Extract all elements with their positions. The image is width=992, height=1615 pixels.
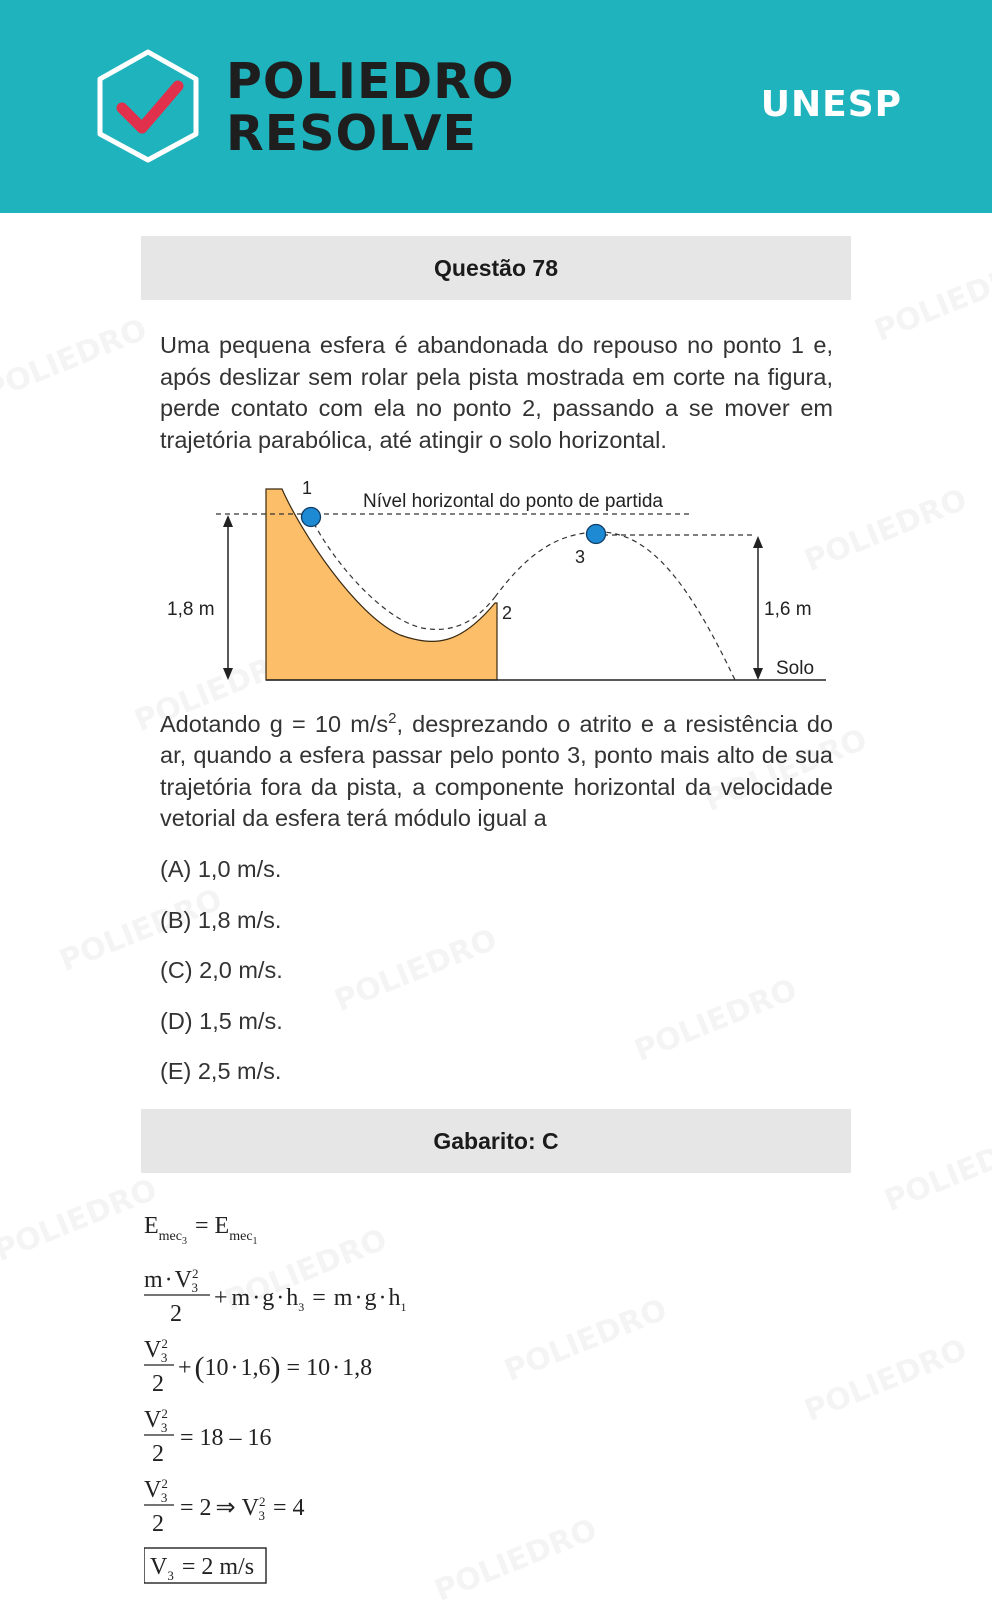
equation-energy-conservation — [144, 1213, 258, 1247]
watermark — [870, 252, 992, 349]
arrowhead-up-icon — [753, 536, 763, 548]
label-height-1-8: 1,8 m — [167, 599, 215, 620]
ball-point-3 — [587, 525, 606, 544]
arrowhead-up-icon — [223, 515, 233, 527]
svg-text:V23: $V^2$ 3 — [144, 1336, 168, 1365]
svg-text:2: 2 — [152, 1441, 164, 1467]
svg-text:=2⇒V23=4: = 2 ⇒ $V^2$ 3 = 4 — [180, 1494, 305, 1523]
watermark — [0, 312, 152, 409]
option-c[interactable]: (C) 2,0 m/s. — [160, 957, 283, 983]
prompt-superscript: 2 — [388, 710, 397, 727]
label-height-1-6: 1,6 m — [764, 599, 812, 620]
prompt-text-end: , desprezando o atrito e a resistência do ar, quando a esfera passar pelo ponto 3, ponto mais alto de sua trajetória fora da pista, a componente horizontal da velocidade vetorial da esfera terá módulo igual a — [160, 710, 833, 832]
answer-key: Gabarito: C — [433, 1127, 559, 1154]
svg-text:=18–16: = 18 – 16 — [180, 1425, 272, 1451]
equation-result-square — [144, 1476, 305, 1537]
label-point-1: 1 — [302, 478, 313, 498]
option-d[interactable]: (D) 1,5 m/s. — [160, 1007, 283, 1034]
watermark — [800, 1332, 972, 1429]
option-b[interactable]: (B) 1,8 m/s. — [160, 906, 282, 933]
svg-text:+(10·1,6)=10·1,8: + (10·1,6) = 10·1,8 — [178, 1351, 373, 1384]
prompt-text-start: Adotando g = 10 m/s — [160, 710, 389, 737]
answer-options — [160, 844, 283, 1097]
hexagon-check-icon — [92, 48, 204, 164]
watermark — [0, 1172, 162, 1269]
svg-text:+m·g·h3=m·g·h1: + $m\cdot g\cdot h_3 = m\cdot g\cdot h_1$ — [214, 1285, 407, 1314]
arrowhead-down-icon — [753, 668, 763, 680]
arrowhead-down-icon — [223, 668, 233, 680]
answer-key-bar — [141, 1109, 851, 1173]
track-shape — [266, 489, 497, 680]
ball-point-1 — [302, 508, 321, 527]
svg-text:2: 2 — [152, 1371, 164, 1397]
option-e[interactable]: (E) 2,5 m/s. — [160, 1058, 282, 1084]
label-start-level: Nível horizontal do ponto de partida — [363, 491, 663, 512]
brand-line-2: RESOLVE — [226, 105, 478, 162]
parabolic-trajectory — [495, 532, 735, 680]
question-title: Questão 78 — [434, 254, 558, 281]
svg-text:V3=2 m/s: $V_3 = 2$ m/s — [150, 1554, 255, 1583]
header-banner — [0, 0, 992, 213]
svg-text:m·V23: $m\cdot V^2$ 3 — [144, 1266, 199, 1295]
final-answer-box — [144, 1548, 266, 1583]
svg-text:2: 2 — [170, 1301, 182, 1327]
option-a[interactable]: (A) 1,0 m/s. — [160, 856, 282, 882]
watermark — [330, 922, 502, 1019]
brand-line-1: POLIEDRO — [226, 53, 515, 110]
exam-name: UNESP — [760, 84, 902, 125]
equation-simplify — [144, 1406, 272, 1467]
label-point-3: 3 — [575, 547, 586, 567]
equation-expanded-energy — [144, 1266, 406, 1327]
label-ground: Solo — [776, 658, 815, 679]
watermark — [630, 972, 802, 1069]
svg-text:2: 2 — [152, 1511, 164, 1537]
question-statement: Uma pequena esfera é abandonada do repouso no ponto 1 e, após deslizar sem rolar pela pista mostrada em corte na figura, perde contato com ela no ponto 2, passando a se mover em trajetória parabólica, até atingir o solo horizontal. — [160, 332, 833, 453]
track-figure — [150, 475, 850, 685]
svg-text:Emec3=Emec1: $E_{mec}3= E_{mec}1$ — [144, 1213, 258, 1247]
brand-name — [226, 53, 515, 162]
svg-text:V23: $V^2$ 3 — [144, 1406, 168, 1435]
solution-equations — [144, 1205, 594, 1605]
equation-substitution — [144, 1336, 372, 1397]
watermark — [880, 1122, 992, 1219]
question-prompt — [160, 703, 833, 835]
svg-text:V23: $V^2$ 3 — [144, 1476, 168, 1505]
label-point-2: 2 — [502, 603, 513, 623]
question-title-bar — [141, 236, 851, 300]
